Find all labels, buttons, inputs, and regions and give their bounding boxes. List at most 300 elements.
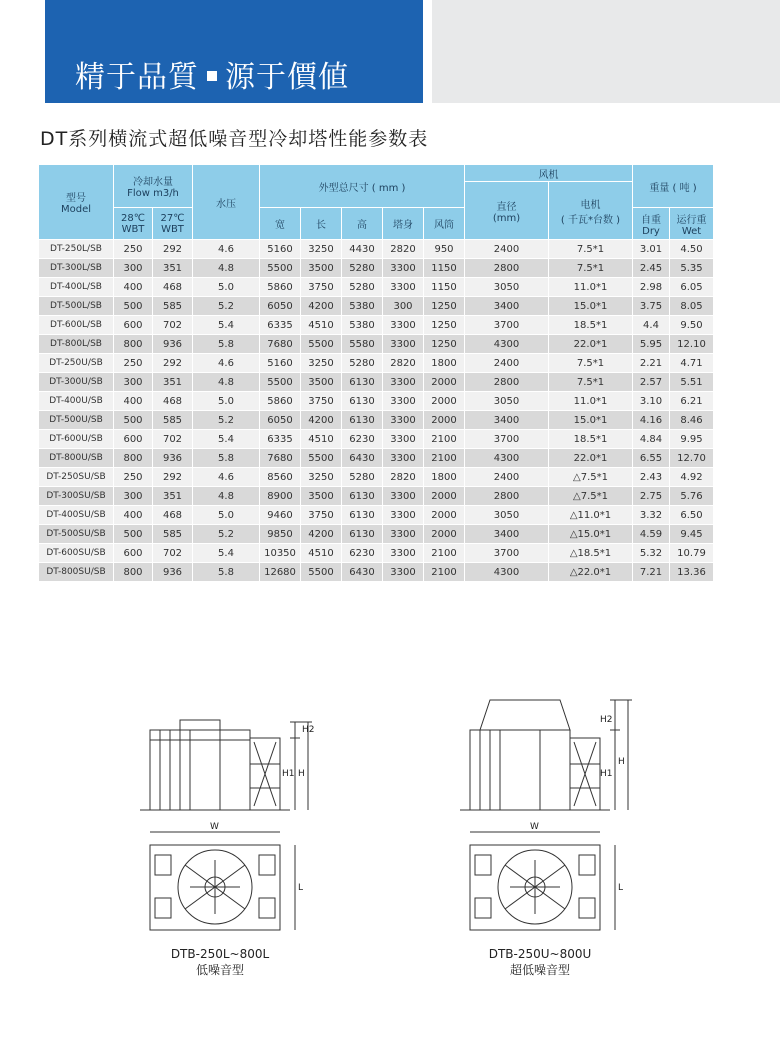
cell-duct: 2000 bbox=[424, 411, 465, 430]
cell-fan-diameter: 3400 bbox=[465, 297, 549, 316]
cell-weight-dry: 7.21 bbox=[633, 563, 670, 582]
cell-model: DT-600L/SB bbox=[39, 316, 114, 335]
banner-gray-panel bbox=[432, 0, 780, 103]
cell-tower: 3300 bbox=[383, 525, 424, 544]
cell-flow-27: 702 bbox=[153, 316, 193, 335]
cell-duct: 1250 bbox=[424, 335, 465, 354]
cell-motor: 22.0*1 bbox=[549, 449, 633, 468]
cell-flow-27: 351 bbox=[153, 373, 193, 392]
banner-slogan bbox=[75, 52, 349, 96]
header-weight: 重量 ( 吨 ) bbox=[633, 165, 714, 208]
cell-duct: 2000 bbox=[424, 487, 465, 506]
cell-weight-dry: 3.32 bbox=[633, 506, 670, 525]
cell-weight-wet: 4.92 bbox=[670, 468, 714, 487]
caption-type: 低噪音型 bbox=[195, 963, 244, 977]
cell-width: 7680 bbox=[260, 449, 301, 468]
cell-motor: 11.0*1 bbox=[549, 278, 633, 297]
header-dry-cn: 自重 bbox=[641, 214, 661, 226]
cell-weight-wet: 9.95 bbox=[670, 430, 714, 449]
table-row bbox=[39, 411, 714, 430]
cell-model: DT-500L/SB bbox=[39, 297, 114, 316]
cell-motor: 7.5*1 bbox=[549, 259, 633, 278]
cell-weight-wet: 12.70 bbox=[670, 449, 714, 468]
cell-pressure: 5.0 bbox=[193, 278, 260, 297]
table-row bbox=[39, 468, 714, 487]
page-title: DT系列横流式超低噪音型冷却塔性能参数表 bbox=[40, 128, 429, 150]
cell-weight-wet: 9.50 bbox=[670, 316, 714, 335]
cell-length: 3250 bbox=[301, 468, 342, 487]
cell-length: 3500 bbox=[301, 259, 342, 278]
cell-flow-27: 351 bbox=[153, 259, 193, 278]
cell-width: 9850 bbox=[260, 525, 301, 544]
cell-width: 12680 bbox=[260, 563, 301, 582]
cell-height: 6130 bbox=[342, 373, 383, 392]
cell-weight-wet: 4.71 bbox=[670, 354, 714, 373]
header-model-cn: 型号 bbox=[66, 193, 86, 204]
cell-length: 3250 bbox=[301, 240, 342, 259]
cell-tower: 3300 bbox=[383, 544, 424, 563]
cell-height: 6430 bbox=[342, 449, 383, 468]
cell-fan-diameter: 2400 bbox=[465, 354, 549, 373]
cell-weight-dry: 2.45 bbox=[633, 259, 670, 278]
cell-weight-wet: 8.46 bbox=[670, 411, 714, 430]
cell-width: 9460 bbox=[260, 506, 301, 525]
cell-flow-28: 600 bbox=[114, 430, 153, 449]
cell-pressure: 5.0 bbox=[193, 506, 260, 525]
cell-model: DT-800U/SB bbox=[39, 449, 114, 468]
cell-length: 4510 bbox=[301, 316, 342, 335]
cell-pressure: 5.8 bbox=[193, 335, 260, 354]
cell-length: 3750 bbox=[301, 506, 342, 525]
table-row bbox=[39, 392, 714, 411]
header-t27: 27℃ bbox=[160, 212, 185, 224]
cell-height: 6130 bbox=[342, 392, 383, 411]
cell-motor: 7.5*1 bbox=[549, 240, 633, 259]
header-t28: 28℃ bbox=[121, 212, 145, 224]
cell-tower: 3300 bbox=[383, 373, 424, 392]
cell-length: 4200 bbox=[301, 297, 342, 316]
cell-flow-27: 351 bbox=[153, 487, 193, 506]
cell-model: DT-800L/SB bbox=[39, 335, 114, 354]
cell-length: 4200 bbox=[301, 411, 342, 430]
cell-height: 6230 bbox=[342, 430, 383, 449]
cell-motor: 15.0*1 bbox=[549, 411, 633, 430]
dim-l-label: L bbox=[618, 883, 624, 893]
table-row bbox=[39, 373, 714, 392]
header-temp-27 bbox=[153, 208, 193, 240]
cell-length: 4510 bbox=[301, 544, 342, 563]
cell-width: 8900 bbox=[260, 487, 301, 506]
cell-flow-27: 585 bbox=[153, 525, 193, 544]
cell-height: 6130 bbox=[342, 525, 383, 544]
header-tower: 塔身 bbox=[383, 208, 424, 240]
square-bullet-icon bbox=[207, 71, 217, 81]
cell-flow-28: 800 bbox=[114, 563, 153, 582]
diagram-low-noise bbox=[130, 700, 320, 940]
cell-duct: 2100 bbox=[424, 449, 465, 468]
cell-flow-28: 300 bbox=[114, 487, 153, 506]
cell-pressure: 5.4 bbox=[193, 316, 260, 335]
table-row bbox=[39, 430, 714, 449]
cell-height: 5280 bbox=[342, 468, 383, 487]
cell-flow-27: 292 bbox=[153, 354, 193, 373]
cell-flow-27: 468 bbox=[153, 506, 193, 525]
cell-weight-dry: 2.43 bbox=[633, 468, 670, 487]
cell-length: 5500 bbox=[301, 563, 342, 582]
table-row bbox=[39, 544, 714, 563]
table-row bbox=[39, 240, 714, 259]
table-row bbox=[39, 449, 714, 468]
cell-weight-dry: 2.98 bbox=[633, 278, 670, 297]
cell-width: 6050 bbox=[260, 297, 301, 316]
cell-motor: 18.5*1 bbox=[549, 316, 633, 335]
cell-height: 6230 bbox=[342, 544, 383, 563]
table-row bbox=[39, 506, 714, 525]
cell-flow-28: 500 bbox=[114, 525, 153, 544]
cell-flow-28: 250 bbox=[114, 240, 153, 259]
cell-weight-wet: 8.05 bbox=[670, 297, 714, 316]
header-width: 宽 bbox=[260, 208, 301, 240]
cell-fan-diameter: 3050 bbox=[465, 278, 549, 297]
cell-model: DT-400U/SB bbox=[39, 392, 114, 411]
header-wet bbox=[670, 208, 714, 240]
header-duct: 风筒 bbox=[424, 208, 465, 240]
header-motor-unit: ( 千瓦*台数 ) bbox=[560, 214, 621, 226]
header-dry bbox=[633, 208, 670, 240]
cell-model: DT-250L/SB bbox=[39, 240, 114, 259]
header-fan: 风机 bbox=[465, 165, 633, 182]
cell-height: 6130 bbox=[342, 411, 383, 430]
cell-motor: △15.0*1 bbox=[549, 525, 633, 544]
cell-model: DT-400L/SB bbox=[39, 278, 114, 297]
caption-model: DTB-250U~800U bbox=[488, 947, 592, 961]
cell-tower: 2820 bbox=[383, 354, 424, 373]
dim-l-label: L bbox=[298, 883, 304, 893]
cell-motor: 18.5*1 bbox=[549, 430, 633, 449]
cell-duct: 1250 bbox=[424, 316, 465, 335]
cell-weight-wet: 10.79 bbox=[670, 544, 714, 563]
cell-fan-diameter: 3700 bbox=[465, 316, 549, 335]
elevation-top-cap bbox=[180, 720, 220, 730]
header-temp-28 bbox=[114, 208, 153, 240]
caption-ultra-low-noise bbox=[470, 946, 610, 978]
cell-tower: 3300 bbox=[383, 392, 424, 411]
cell-weight-wet: 12.10 bbox=[670, 335, 714, 354]
cell-weight-dry: 4.16 bbox=[633, 411, 670, 430]
cell-length: 3250 bbox=[301, 354, 342, 373]
dim-h1-label: H1 bbox=[600, 769, 613, 779]
cell-width: 5160 bbox=[260, 354, 301, 373]
elevation-body bbox=[470, 730, 570, 810]
cell-model: DT-300L/SB bbox=[39, 259, 114, 278]
cell-width: 8560 bbox=[260, 468, 301, 487]
cell-weight-dry: 4.4 bbox=[633, 316, 670, 335]
header-wet-en: Wet bbox=[681, 225, 702, 237]
spec-table bbox=[38, 164, 714, 582]
dim-h2-label: H2 bbox=[600, 715, 613, 725]
cell-weight-dry: 5.95 bbox=[633, 335, 670, 354]
cell-tower: 3300 bbox=[383, 259, 424, 278]
cell-flow-28: 250 bbox=[114, 354, 153, 373]
cell-weight-dry: 5.32 bbox=[633, 544, 670, 563]
cell-tower: 3300 bbox=[383, 506, 424, 525]
cell-flow-28: 400 bbox=[114, 506, 153, 525]
cell-weight-wet: 4.50 bbox=[670, 240, 714, 259]
cell-fan-diameter: 2400 bbox=[465, 240, 549, 259]
cell-model: DT-600U/SB bbox=[39, 430, 114, 449]
header-pressure: 水压 bbox=[193, 165, 260, 240]
cell-duct: 2000 bbox=[424, 373, 465, 392]
cell-weight-dry: 4.84 bbox=[633, 430, 670, 449]
cell-pressure: 5.8 bbox=[193, 563, 260, 582]
cell-flow-28: 400 bbox=[114, 278, 153, 297]
cell-length: 5500 bbox=[301, 449, 342, 468]
cell-flow-27: 585 bbox=[153, 297, 193, 316]
dim-w-label: W bbox=[210, 822, 219, 832]
cell-tower: 3300 bbox=[383, 278, 424, 297]
cell-width: 5860 bbox=[260, 392, 301, 411]
cell-tower: 2820 bbox=[383, 240, 424, 259]
cell-duct: 1150 bbox=[424, 278, 465, 297]
header-diameter-cn: 直径 bbox=[496, 201, 517, 213]
cell-flow-27: 936 bbox=[153, 563, 193, 582]
header-wbt-2: WBT bbox=[161, 223, 184, 235]
cell-flow-27: 702 bbox=[153, 544, 193, 563]
caption-model: DTB-250L~800L bbox=[170, 947, 270, 961]
cell-height: 5280 bbox=[342, 278, 383, 297]
header-model bbox=[39, 165, 114, 240]
cell-model: DT-250SU/SB bbox=[39, 468, 114, 487]
cell-weight-wet: 9.45 bbox=[670, 525, 714, 544]
cell-width: 5500 bbox=[260, 373, 301, 392]
dim-h2-label: H2 bbox=[302, 725, 315, 735]
cell-length: 5500 bbox=[301, 335, 342, 354]
cell-model: DT-400SU/SB bbox=[39, 506, 114, 525]
cell-flow-28: 500 bbox=[114, 411, 153, 430]
table-row bbox=[39, 278, 714, 297]
cell-fan-diameter: 3050 bbox=[465, 392, 549, 411]
header-dimensions: 外型总尺寸 ( mm ) bbox=[260, 165, 465, 208]
cell-pressure: 5.2 bbox=[193, 411, 260, 430]
cell-width: 7680 bbox=[260, 335, 301, 354]
cell-width: 5860 bbox=[260, 278, 301, 297]
cell-motor: △18.5*1 bbox=[549, 544, 633, 563]
cell-height: 5380 bbox=[342, 316, 383, 335]
cell-width: 10350 bbox=[260, 544, 301, 563]
cell-width: 6335 bbox=[260, 430, 301, 449]
header-wbt-1: WBT bbox=[121, 223, 145, 235]
cell-width: 6050 bbox=[260, 411, 301, 430]
header-length: 长 bbox=[301, 208, 342, 240]
cell-flow-27: 936 bbox=[153, 335, 193, 354]
cell-pressure: 4.8 bbox=[193, 259, 260, 278]
cell-duct: 2000 bbox=[424, 506, 465, 525]
cell-flow-27: 585 bbox=[153, 411, 193, 430]
header-diameter-unit: (mm) bbox=[492, 212, 521, 224]
cell-motor: 11.0*1 bbox=[549, 392, 633, 411]
cell-weight-dry: 2.57 bbox=[633, 373, 670, 392]
header-wet-cn: 运行重 bbox=[676, 214, 707, 226]
cell-pressure: 4.6 bbox=[193, 240, 260, 259]
cell-height: 6430 bbox=[342, 563, 383, 582]
cell-weight-wet: 6.21 bbox=[670, 392, 714, 411]
cell-tower: 3300 bbox=[383, 449, 424, 468]
table-row bbox=[39, 563, 714, 582]
cell-pressure: 4.8 bbox=[193, 487, 260, 506]
cell-fan-diameter: 4300 bbox=[465, 335, 549, 354]
cell-fan-diameter: 2800 bbox=[465, 487, 549, 506]
cell-pressure: 5.4 bbox=[193, 544, 260, 563]
table-row bbox=[39, 316, 714, 335]
cell-flow-28: 400 bbox=[114, 392, 153, 411]
cell-fan-diameter: 2800 bbox=[465, 373, 549, 392]
cell-flow-27: 702 bbox=[153, 430, 193, 449]
cell-duct: 2100 bbox=[424, 430, 465, 449]
table-body bbox=[39, 240, 714, 582]
cell-fan-diameter: 3050 bbox=[465, 506, 549, 525]
cell-pressure: 5.8 bbox=[193, 449, 260, 468]
cell-flow-28: 300 bbox=[114, 259, 153, 278]
cell-height: 6130 bbox=[342, 487, 383, 506]
cell-duct: 2100 bbox=[424, 563, 465, 582]
cell-tower: 3300 bbox=[383, 563, 424, 582]
cell-flow-27: 292 bbox=[153, 468, 193, 487]
cell-flow-27: 936 bbox=[153, 449, 193, 468]
cell-tower: 3300 bbox=[383, 430, 424, 449]
cell-height: 5380 bbox=[342, 297, 383, 316]
cell-tower: 3300 bbox=[383, 487, 424, 506]
cell-tower: 300 bbox=[383, 297, 424, 316]
cell-duct: 950 bbox=[424, 240, 465, 259]
cell-motor: △7.5*1 bbox=[549, 468, 633, 487]
cell-pressure: 5.0 bbox=[193, 392, 260, 411]
cell-weight-wet: 5.76 bbox=[670, 487, 714, 506]
cell-tower: 3300 bbox=[383, 335, 424, 354]
slogan-part-b: 源于價値 bbox=[225, 60, 349, 95]
cell-flow-28: 500 bbox=[114, 297, 153, 316]
cell-duct: 2000 bbox=[424, 392, 465, 411]
cell-weight-wet: 5.35 bbox=[670, 259, 714, 278]
cell-flow-28: 600 bbox=[114, 544, 153, 563]
cell-flow-28: 800 bbox=[114, 449, 153, 468]
cell-fan-diameter: 3700 bbox=[465, 544, 549, 563]
header-motor-cn: 电机 bbox=[580, 199, 601, 211]
cell-flow-28: 800 bbox=[114, 335, 153, 354]
cell-height: 5280 bbox=[342, 354, 383, 373]
cell-weight-wet: 13.36 bbox=[670, 563, 714, 582]
cell-flow-28: 250 bbox=[114, 468, 153, 487]
cell-height: 6130 bbox=[342, 506, 383, 525]
cell-flow-28: 300 bbox=[114, 373, 153, 392]
cell-weight-dry: 3.10 bbox=[633, 392, 670, 411]
elevation-body bbox=[150, 730, 250, 810]
cell-weight-dry: 3.01 bbox=[633, 240, 670, 259]
cell-weight-dry: 3.75 bbox=[633, 297, 670, 316]
cell-width: 5500 bbox=[260, 259, 301, 278]
header-dry-en: Dry bbox=[642, 225, 660, 237]
cell-fan-diameter: 4300 bbox=[465, 449, 549, 468]
cell-length: 3750 bbox=[301, 278, 342, 297]
cell-fan-diameter: 4300 bbox=[465, 563, 549, 582]
cell-pressure: 4.6 bbox=[193, 468, 260, 487]
dim-h1-label: H1 bbox=[282, 769, 295, 779]
cell-tower: 3300 bbox=[383, 316, 424, 335]
cell-width: 5160 bbox=[260, 240, 301, 259]
cell-duct: 1150 bbox=[424, 259, 465, 278]
table-row bbox=[39, 354, 714, 373]
elevation-fan-stack bbox=[480, 700, 570, 730]
cell-height: 5280 bbox=[342, 259, 383, 278]
header-flow-cn: 冷却水量 bbox=[133, 177, 173, 188]
cell-model: DT-300SU/SB bbox=[39, 487, 114, 506]
table-row bbox=[39, 525, 714, 544]
cell-weight-dry: 6.55 bbox=[633, 449, 670, 468]
cell-motor: 7.5*1 bbox=[549, 373, 633, 392]
table-row bbox=[39, 297, 714, 316]
cell-pressure: 5.2 bbox=[193, 297, 260, 316]
table-row bbox=[39, 335, 714, 354]
cell-duct: 1250 bbox=[424, 297, 465, 316]
cell-tower: 3300 bbox=[383, 411, 424, 430]
dim-w-label: W bbox=[530, 822, 539, 832]
cell-duct: 1800 bbox=[424, 354, 465, 373]
cell-pressure: 4.6 bbox=[193, 354, 260, 373]
cell-pressure: 5.2 bbox=[193, 525, 260, 544]
cell-fan-diameter: 3400 bbox=[465, 411, 549, 430]
cell-model: DT-250U/SB bbox=[39, 354, 114, 373]
cell-length: 4510 bbox=[301, 430, 342, 449]
cell-length: 3500 bbox=[301, 487, 342, 506]
dim-h-label: H bbox=[618, 757, 625, 767]
cell-flow-27: 468 bbox=[153, 392, 193, 411]
table-row bbox=[39, 487, 714, 506]
cell-pressure: 5.4 bbox=[193, 430, 260, 449]
cell-length: 4200 bbox=[301, 525, 342, 544]
header-diameter bbox=[465, 182, 549, 240]
cell-weight-wet: 5.51 bbox=[670, 373, 714, 392]
cell-model: DT-300U/SB bbox=[39, 373, 114, 392]
cell-motor: △22.0*1 bbox=[549, 563, 633, 582]
cell-fan-diameter: 3700 bbox=[465, 430, 549, 449]
cell-pressure: 4.8 bbox=[193, 373, 260, 392]
cell-model: DT-500SU/SB bbox=[39, 525, 114, 544]
header-height: 高 bbox=[342, 208, 383, 240]
header-motor bbox=[549, 182, 633, 240]
cell-tower: 2820 bbox=[383, 468, 424, 487]
caption-type: 超低噪音型 bbox=[509, 963, 570, 977]
cell-flow-27: 468 bbox=[153, 278, 193, 297]
cell-motor: 15.0*1 bbox=[549, 297, 633, 316]
cell-model: DT-500U/SB bbox=[39, 411, 114, 430]
cell-weight-wet: 6.05 bbox=[670, 278, 714, 297]
cell-motor: 7.5*1 bbox=[549, 354, 633, 373]
header-flow-en: Flow m3/h bbox=[127, 188, 179, 199]
cell-length: 3500 bbox=[301, 373, 342, 392]
cell-model: DT-800SU/SB bbox=[39, 563, 114, 582]
cell-fan-diameter: 2800 bbox=[465, 259, 549, 278]
dim-h-label: H bbox=[298, 769, 305, 779]
cell-width: 6335 bbox=[260, 316, 301, 335]
cell-motor: △11.0*1 bbox=[549, 506, 633, 525]
cell-height: 5580 bbox=[342, 335, 383, 354]
cell-flow-28: 600 bbox=[114, 316, 153, 335]
header-flow bbox=[114, 165, 193, 208]
cell-weight-wet: 6.50 bbox=[670, 506, 714, 525]
table-header bbox=[39, 165, 714, 240]
cell-duct: 1800 bbox=[424, 468, 465, 487]
table-row bbox=[39, 259, 714, 278]
cell-weight-dry: 4.59 bbox=[633, 525, 670, 544]
